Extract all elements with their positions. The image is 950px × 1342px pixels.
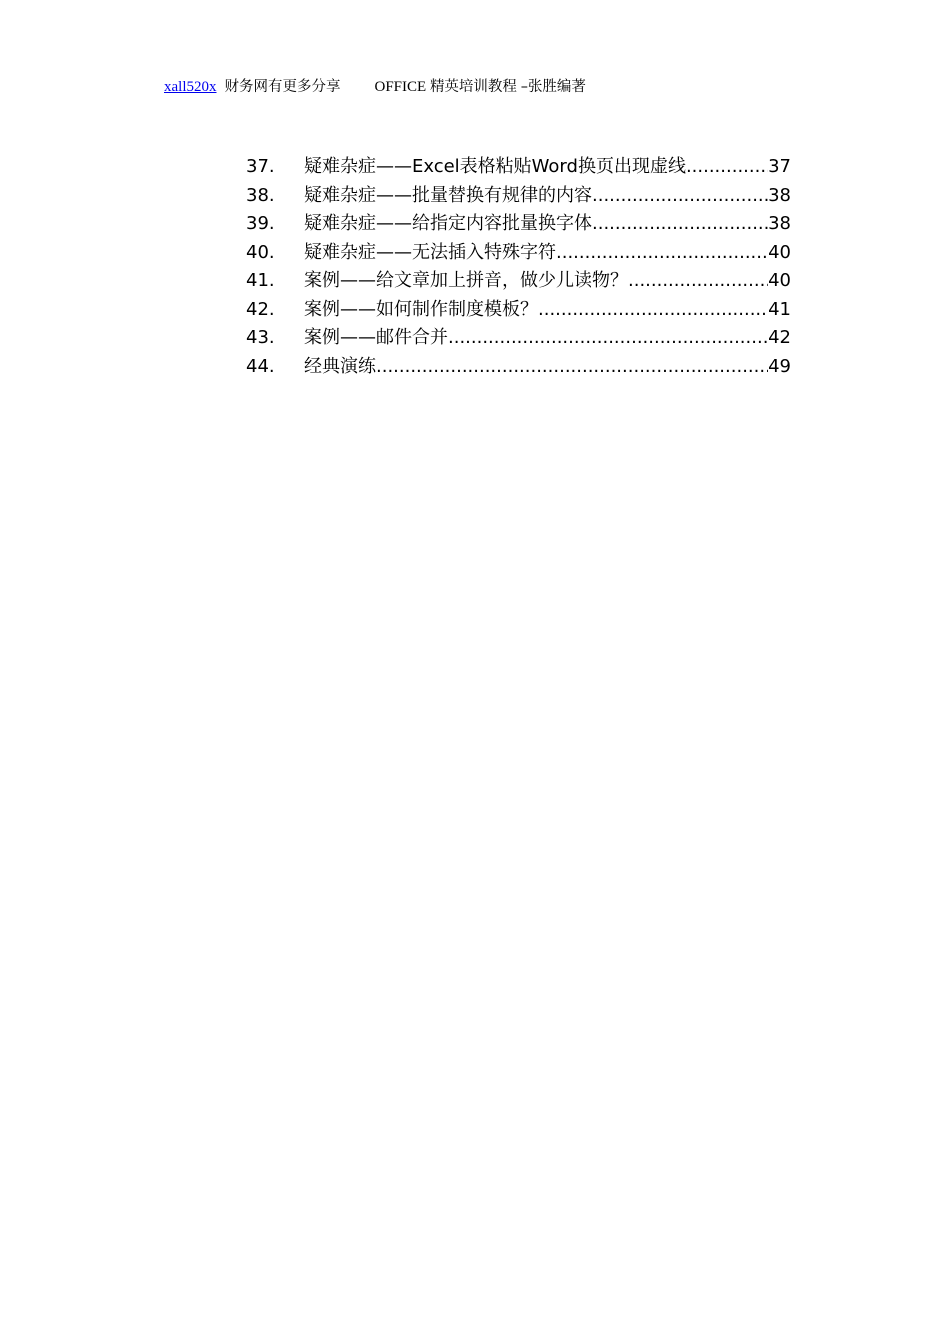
toc-entry[interactable] bbox=[246, 353, 791, 382]
toc-entry-page: 42 bbox=[768, 327, 791, 348]
toc-entry-number: 43. bbox=[246, 327, 275, 348]
toc-dot-leader bbox=[686, 153, 768, 182]
toc-dot-leader bbox=[592, 182, 768, 211]
toc-entry-title: 疑难杂症——无法插入特殊字符 bbox=[304, 241, 556, 263]
toc-dot-leader bbox=[376, 353, 768, 382]
toc-entry-title: 案例——给文章加上拼音，做少儿读物？ bbox=[304, 270, 628, 291]
toc-dot-leader bbox=[628, 267, 768, 296]
toc-entry-page: 40 bbox=[768, 241, 791, 263]
header-course-cjk: 精英培训教程 bbox=[429, 79, 517, 95]
toc-entry-page: 37 bbox=[768, 156, 791, 177]
page-header bbox=[164, 76, 586, 98]
toc-dot-leader bbox=[592, 210, 768, 239]
header-site-text: 财务网有更多分享 bbox=[224, 79, 341, 95]
toc-entry-page: 38 bbox=[768, 213, 791, 234]
toc-entry[interactable] bbox=[246, 324, 791, 353]
toc-dot-leader bbox=[538, 296, 768, 325]
toc-entry[interactable] bbox=[246, 210, 791, 239]
toc-dot-leader bbox=[448, 324, 768, 353]
toc-entry-page: 40 bbox=[768, 270, 791, 291]
toc-entry[interactable] bbox=[246, 296, 791, 325]
toc-entry[interactable] bbox=[246, 239, 791, 268]
toc-dot-leader bbox=[556, 239, 768, 268]
toc-entry-number: 44. bbox=[246, 355, 275, 377]
toc-entry-title: 疑难杂症——给指定内容批量换字体 bbox=[304, 213, 592, 234]
header-course-text: OFFICE bbox=[374, 79, 427, 95]
toc-entry-title: 疑难杂症——Excel表格粘贴Word换页出现虚线 bbox=[304, 156, 686, 177]
toc-entry[interactable] bbox=[246, 153, 791, 182]
toc-entry-number: 42. bbox=[246, 298, 275, 320]
toc-entry-title: 经典演练 bbox=[304, 355, 376, 377]
toc-entry-page: 38 bbox=[768, 184, 791, 206]
toc-entry-page: 49 bbox=[768, 355, 791, 377]
toc-entry-number: 37. bbox=[246, 156, 275, 177]
toc-entry[interactable] bbox=[246, 267, 791, 296]
toc-entry-title: 案例——邮件合并 bbox=[304, 327, 448, 348]
toc-entry-number: 39. bbox=[246, 213, 275, 234]
toc-entry-page: 41 bbox=[768, 298, 791, 320]
header-author-text: –张胜编著 bbox=[520, 79, 586, 95]
toc-entry-number: 38. bbox=[246, 184, 275, 206]
table-of-contents bbox=[246, 153, 791, 381]
toc-entry-title: 案例——如何制作制度模板？ bbox=[304, 298, 538, 320]
toc-entry[interactable] bbox=[246, 182, 791, 211]
header-link[interactable]: xall520x bbox=[164, 79, 217, 95]
toc-entry-number: 41. bbox=[246, 270, 275, 291]
toc-entry-number: 40. bbox=[246, 241, 275, 263]
toc-entry-title: 疑难杂症——批量替换有规律的内容 bbox=[304, 184, 592, 206]
